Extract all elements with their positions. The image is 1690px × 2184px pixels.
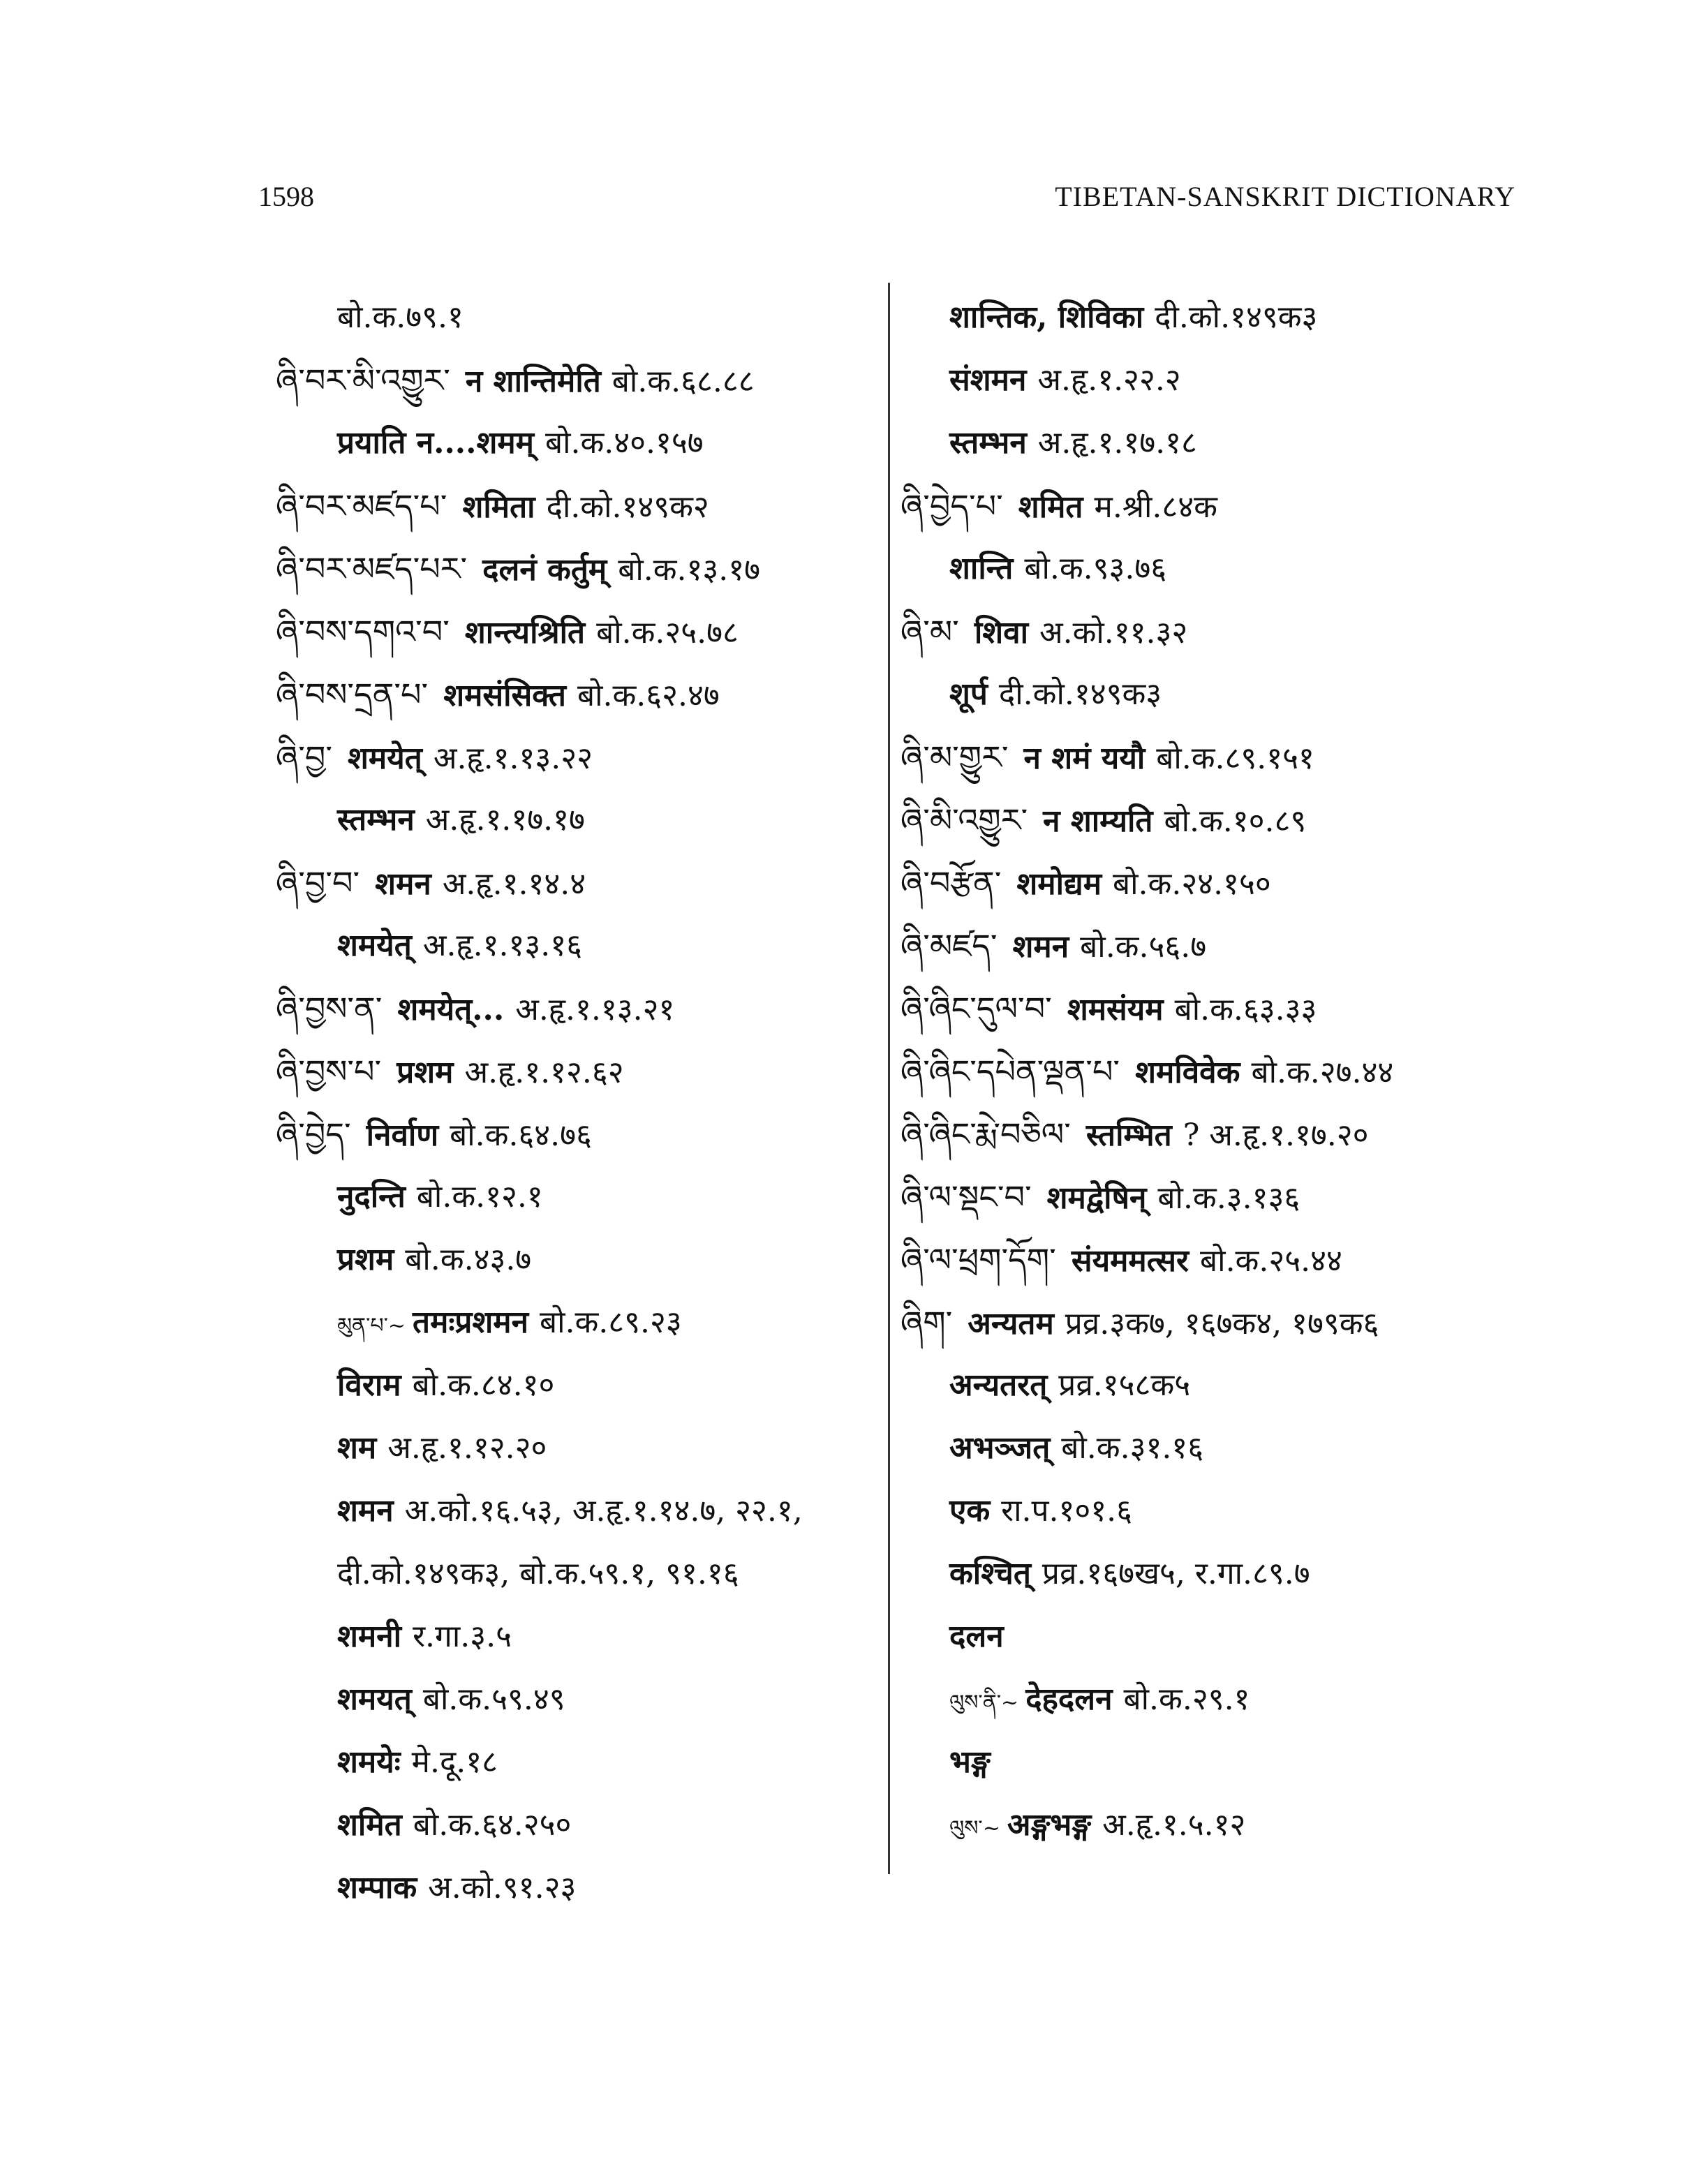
source-reference: बो.क.५९.४९	[422, 1681, 565, 1717]
tibetan-term: ཞི་བྱས་ན་	[276, 990, 383, 1027]
dictionary-subentry	[276, 412, 876, 475]
source-reference: अ.हृ.१.१३.१६	[422, 928, 583, 963]
dictionary-entry	[900, 726, 1529, 789]
source-reference: बो.क.८९.२३	[540, 1305, 682, 1340]
sanskrit-equivalent: शमयत्	[337, 1681, 412, 1717]
sanskrit-equivalent: शमयेत्	[337, 928, 412, 963]
sanskrit-equivalent: तमःप्रशमन	[413, 1305, 529, 1340]
source-reference: बो.क.२५.७८	[596, 615, 739, 651]
sanskrit-equivalent: शमद्वेषिन्	[1046, 1180, 1147, 1216]
tibetan-term: ཞི་བར་མཛད་པ་	[276, 487, 447, 525]
right-column	[900, 286, 1529, 1857]
sanskrit-equivalent: निर्वाण	[366, 1117, 439, 1153]
source-reference: अ.हृ.१.१३.२१	[515, 992, 675, 1027]
tibetan-term: ཞི་མཛད་	[900, 927, 998, 965]
dictionary-subentry	[900, 412, 1529, 475]
running-head-title: TIBETAN-SANSKRIT DICTIONARY	[1055, 181, 1515, 212]
source-reference: रा.प.१०१.६	[1001, 1493, 1132, 1529]
page-number: 1598	[258, 181, 314, 212]
source-reference: बो.क.१३.१७	[618, 552, 761, 588]
dictionary-subentry	[900, 1731, 1529, 1794]
source-reference: दी.को.१४९क३	[1155, 299, 1318, 335]
dictionary-subentry	[276, 1543, 876, 1605]
dictionary-subentry	[900, 1480, 1529, 1543]
left-column	[276, 286, 876, 1919]
sanskrit-equivalent: शमन	[1012, 929, 1069, 965]
source-reference: दी.को.१४९क३, बो.क.५९.१, ९१.१६	[337, 1556, 739, 1591]
source-reference: बो.क.२५.४४	[1200, 1243, 1342, 1279]
dictionary-entry	[276, 1103, 876, 1166]
sanskrit-equivalent: प्रयाति न....शमम्	[337, 425, 534, 461]
source-reference: अ.हृ.१.५.१२	[1102, 1807, 1246, 1843]
source-reference: अ.हृ.१.१३.२२	[433, 741, 593, 776]
dictionary-subentry	[900, 1794, 1529, 1857]
sanskrit-equivalent: शमयेत्	[348, 741, 422, 776]
source-reference: ? अ.हृ.१.१७.२०	[1183, 1117, 1369, 1153]
dictionary-entry	[276, 600, 876, 663]
source-reference: प्रव्र.३क७, १६७क४, १७९क६	[1065, 1306, 1379, 1342]
tibetan-term: ཞི་བར་མཛད་པར་	[276, 550, 468, 588]
sanskrit-equivalent: शमित	[1018, 489, 1083, 525]
tibetan-term: ཞི་མི་འགྱུར་	[900, 801, 1028, 839]
tibetan-term: ཞི་བྱས་པ་	[276, 1053, 382, 1090]
source-reference: अ.हृ.१.१२.२०	[387, 1430, 547, 1466]
sanskrit-equivalent: शमोद्यम	[1016, 866, 1102, 902]
tibetan-term: ཞི་བྱེད་པ་	[900, 487, 1003, 525]
dictionary-entry	[276, 1040, 876, 1103]
sanskrit-equivalent: शमयेत्...	[397, 992, 505, 1027]
source-reference: अ.हृ.१.१२.६२	[464, 1055, 624, 1090]
dictionary-subentry	[900, 286, 1529, 349]
sanskrit-equivalent: अन्यतरत्	[949, 1367, 1048, 1403]
tibetan-term: ཞི་མ་	[900, 613, 959, 651]
sanskrit-equivalent: शमनी	[337, 1619, 402, 1654]
dictionary-entry	[900, 852, 1529, 914]
dictionary-subentry	[900, 663, 1529, 726]
source-reference: बो.क.६४.७६	[450, 1117, 592, 1153]
dictionary-entry	[900, 914, 1529, 977]
dictionary-subentry	[900, 537, 1529, 600]
source-reference: बो.क.३.१३६	[1157, 1180, 1300, 1216]
sanskrit-equivalent: कश्चित्	[949, 1556, 1031, 1591]
sanskrit-equivalent: प्रशम	[396, 1055, 454, 1090]
sanskrit-equivalent: भङ्ग	[949, 1744, 991, 1780]
source-reference: बो.क.२९.१	[1123, 1681, 1250, 1717]
sanskrit-equivalent: शिवा	[974, 615, 1028, 651]
source-reference: बो.क.९३.७६	[1024, 551, 1167, 586]
sanskrit-equivalent: शमन	[375, 866, 431, 902]
dictionary-entry	[276, 349, 876, 412]
sanskrit-equivalent: अन्यतम	[968, 1306, 1054, 1342]
dictionary-subentry	[276, 1417, 876, 1480]
source-reference: प्रव्र.१६७ख५, र.गा.८९.७	[1042, 1556, 1310, 1591]
sanskrit-equivalent: एक	[949, 1493, 991, 1529]
dictionary-entry	[276, 537, 876, 600]
sanskrit-equivalent: दलन	[949, 1619, 1004, 1654]
dictionary-subentry	[276, 286, 876, 349]
dictionary-entry	[900, 1228, 1529, 1291]
tibetan-term: ཞི་བས་དྲན་པ་	[276, 676, 429, 713]
dictionary-entry	[900, 789, 1529, 852]
sanskrit-equivalent: संयममत्सर	[1071, 1243, 1189, 1279]
tibetan-term: ཞི་ལ་སྡང་བ་	[900, 1178, 1032, 1216]
source-reference: बो.क.६८.८८	[611, 364, 755, 399]
source-reference: बो.क.१२.१	[416, 1179, 543, 1214]
dictionary-entry	[276, 977, 876, 1040]
sanskrit-equivalent: स्तम्भित	[1085, 1117, 1172, 1153]
sanskrit-equivalent: शमसंयम	[1067, 992, 1164, 1027]
tibetan-term: མུན་པ་~	[337, 1314, 406, 1338]
dictionary-subentry	[900, 1605, 1529, 1668]
sanskrit-equivalent: शमिता	[462, 489, 535, 525]
tibetan-term: ཞི་བྱ་	[276, 738, 333, 776]
dictionary-entry	[900, 977, 1529, 1040]
source-reference: म.श्री.८४क	[1094, 489, 1217, 525]
dictionary-entry	[276, 852, 876, 914]
tibetan-term: ཞི་བས་དགའ་བ་	[276, 613, 450, 651]
dictionary-subentry	[276, 914, 876, 977]
tibetan-term: ལུས་ནི་~	[949, 1691, 1019, 1715]
dictionary-entry	[900, 1103, 1529, 1166]
dictionary-subentry	[276, 1166, 876, 1228]
sanskrit-equivalent: शूर्प	[949, 676, 988, 712]
source-reference: मे.दू.१८	[411, 1744, 498, 1780]
dictionary-subentry	[276, 1605, 876, 1668]
dictionary-entry	[900, 1040, 1529, 1103]
source-reference: अ.को.१६.५३, अ.हृ.१.१४.७, २२.१,	[404, 1493, 803, 1529]
dictionary-subentry	[900, 1668, 1529, 1731]
dictionary-subentry	[276, 1731, 876, 1794]
source-reference: दी.को.१४९क२	[546, 489, 709, 525]
source-reference: बो.क.८४.१०	[412, 1367, 555, 1403]
dictionary-subentry	[276, 789, 876, 852]
dictionary-subentry	[900, 349, 1529, 412]
sanskrit-equivalent: शान्त्यश्रिति	[464, 615, 586, 651]
sanskrit-equivalent: न शाम्यति	[1043, 803, 1153, 839]
dictionary-entry	[276, 663, 876, 726]
sanskrit-equivalent: न शमं ययौ	[1023, 741, 1146, 776]
sanskrit-equivalent: अभञ्जत्	[949, 1430, 1051, 1466]
sanskrit-equivalent: शमसंसिक्त	[443, 678, 566, 713]
tibetan-term: ཞི་ལ་ཕྲག་དོག་	[900, 1241, 1056, 1279]
tibetan-term: ཞི་བྱེད་	[276, 1115, 351, 1153]
source-reference: अ.हृ.१.१७.१८	[1037, 425, 1197, 461]
tibetan-term: ཞིག་	[900, 1304, 953, 1342]
sanskrit-equivalent: संशमन	[949, 362, 1027, 398]
source-reference: अ.हृ.१.२२.२	[1037, 362, 1181, 398]
tibetan-term: ཞི་མ་གྱུར་	[900, 738, 1009, 776]
source-reference: बो.क.२४.१५०	[1113, 866, 1271, 902]
source-reference: अ.हृ.१.१४.४	[442, 866, 586, 902]
dictionary-subentry	[276, 1354, 876, 1417]
dictionary-subentry	[276, 1794, 876, 1857]
sanskrit-equivalent: शमन	[337, 1493, 394, 1529]
source-reference: र.गा.३.५	[413, 1619, 512, 1654]
sanskrit-equivalent: नुदन्ति	[337, 1179, 406, 1214]
tibetan-term: ལུས་~	[949, 1816, 1000, 1841]
source-reference: बो.क.५६.७	[1080, 929, 1207, 965]
tibetan-term: ཞི་བྱ་བ་	[276, 864, 360, 902]
sanskrit-equivalent: शम	[337, 1430, 377, 1466]
sanskrit-equivalent: विराम	[337, 1367, 401, 1403]
source-reference: बो.क.६३.३३	[1174, 992, 1317, 1027]
column-divider	[888, 283, 890, 1874]
source-reference: बो.क.४०.१५७	[544, 425, 704, 461]
sanskrit-equivalent: अङ्गभङ्ग	[1007, 1807, 1092, 1843]
tibetan-term: ཞི་བར་མི་འགྱུར་	[276, 362, 450, 399]
sanskrit-equivalent: स्तम्भन	[337, 802, 415, 838]
dictionary-entry	[900, 600, 1529, 663]
sanskrit-equivalent: शान्तिक, शिविका	[949, 299, 1144, 335]
source-reference: बो.क.३१.१६	[1061, 1430, 1204, 1466]
dictionary-subentry	[276, 1857, 876, 1919]
dictionary-subentry	[276, 1480, 876, 1543]
source-reference: बो.क.६२.४७	[577, 678, 720, 713]
sanskrit-equivalent: देहदलन	[1025, 1681, 1113, 1717]
sanskrit-equivalent: स्तम्भन	[949, 425, 1027, 461]
sanskrit-equivalent: शान्ति	[949, 551, 1014, 586]
source-reference: दी.को.१४९क३	[998, 676, 1162, 712]
tibetan-term: ཞི་ཞིང་རྨེ་བཅིལ་	[900, 1115, 1071, 1153]
dictionary-entry	[900, 1291, 1529, 1354]
sanskrit-equivalent: न शान्तिमेति	[465, 364, 601, 399]
sanskrit-equivalent: शम्पाक	[337, 1870, 417, 1906]
dictionary-subentry	[900, 1543, 1529, 1605]
tibetan-term: ཞི་བརྩོན་	[900, 864, 1002, 902]
source-reference: बो.क.२७.४४	[1251, 1055, 1394, 1090]
source-reference: बो.क.४३.७	[405, 1242, 532, 1277]
sanskrit-equivalent: शमविवेक	[1135, 1055, 1240, 1090]
source-reference: प्रव्र.१५८क५	[1058, 1367, 1191, 1403]
dictionary-entry	[276, 726, 876, 789]
dictionary-entry	[276, 475, 876, 537]
dictionary-subentry	[276, 1228, 876, 1291]
source-reference: अ.को.११.३२	[1039, 615, 1188, 651]
dictionary-subentry	[276, 1668, 876, 1731]
dictionary-entry	[900, 1166, 1529, 1228]
sanskrit-equivalent: प्रशम	[337, 1242, 394, 1277]
tibetan-term: ཞི་ཞིང་དཔེན་ལྡན་པ་	[900, 1053, 1120, 1090]
sanskrit-equivalent: दलनं कर्तुम्	[482, 552, 607, 588]
dictionary-subentry	[900, 1417, 1529, 1480]
source-reference: अ.को.९१.२३	[428, 1870, 577, 1906]
dictionary-entry	[900, 475, 1529, 537]
sanskrit-equivalent: शमित	[337, 1807, 402, 1843]
source-reference: अ.हृ.१.१७.१७	[425, 802, 585, 838]
tibetan-term: ཞི་ཞིང་དུལ་བ་	[900, 990, 1052, 1027]
dictionary-subentry	[900, 1354, 1529, 1417]
dictionary-subentry	[276, 1291, 876, 1354]
source-reference: बो.क.१०.८९	[1164, 803, 1307, 839]
source-reference: बो.क.६४.२५०	[413, 1807, 572, 1843]
sanskrit-equivalent: शमयेः	[337, 1744, 401, 1780]
source-reference: बो.क.८९.१५१	[1156, 741, 1314, 776]
source-reference: बो.क.७९.१	[337, 299, 464, 335]
